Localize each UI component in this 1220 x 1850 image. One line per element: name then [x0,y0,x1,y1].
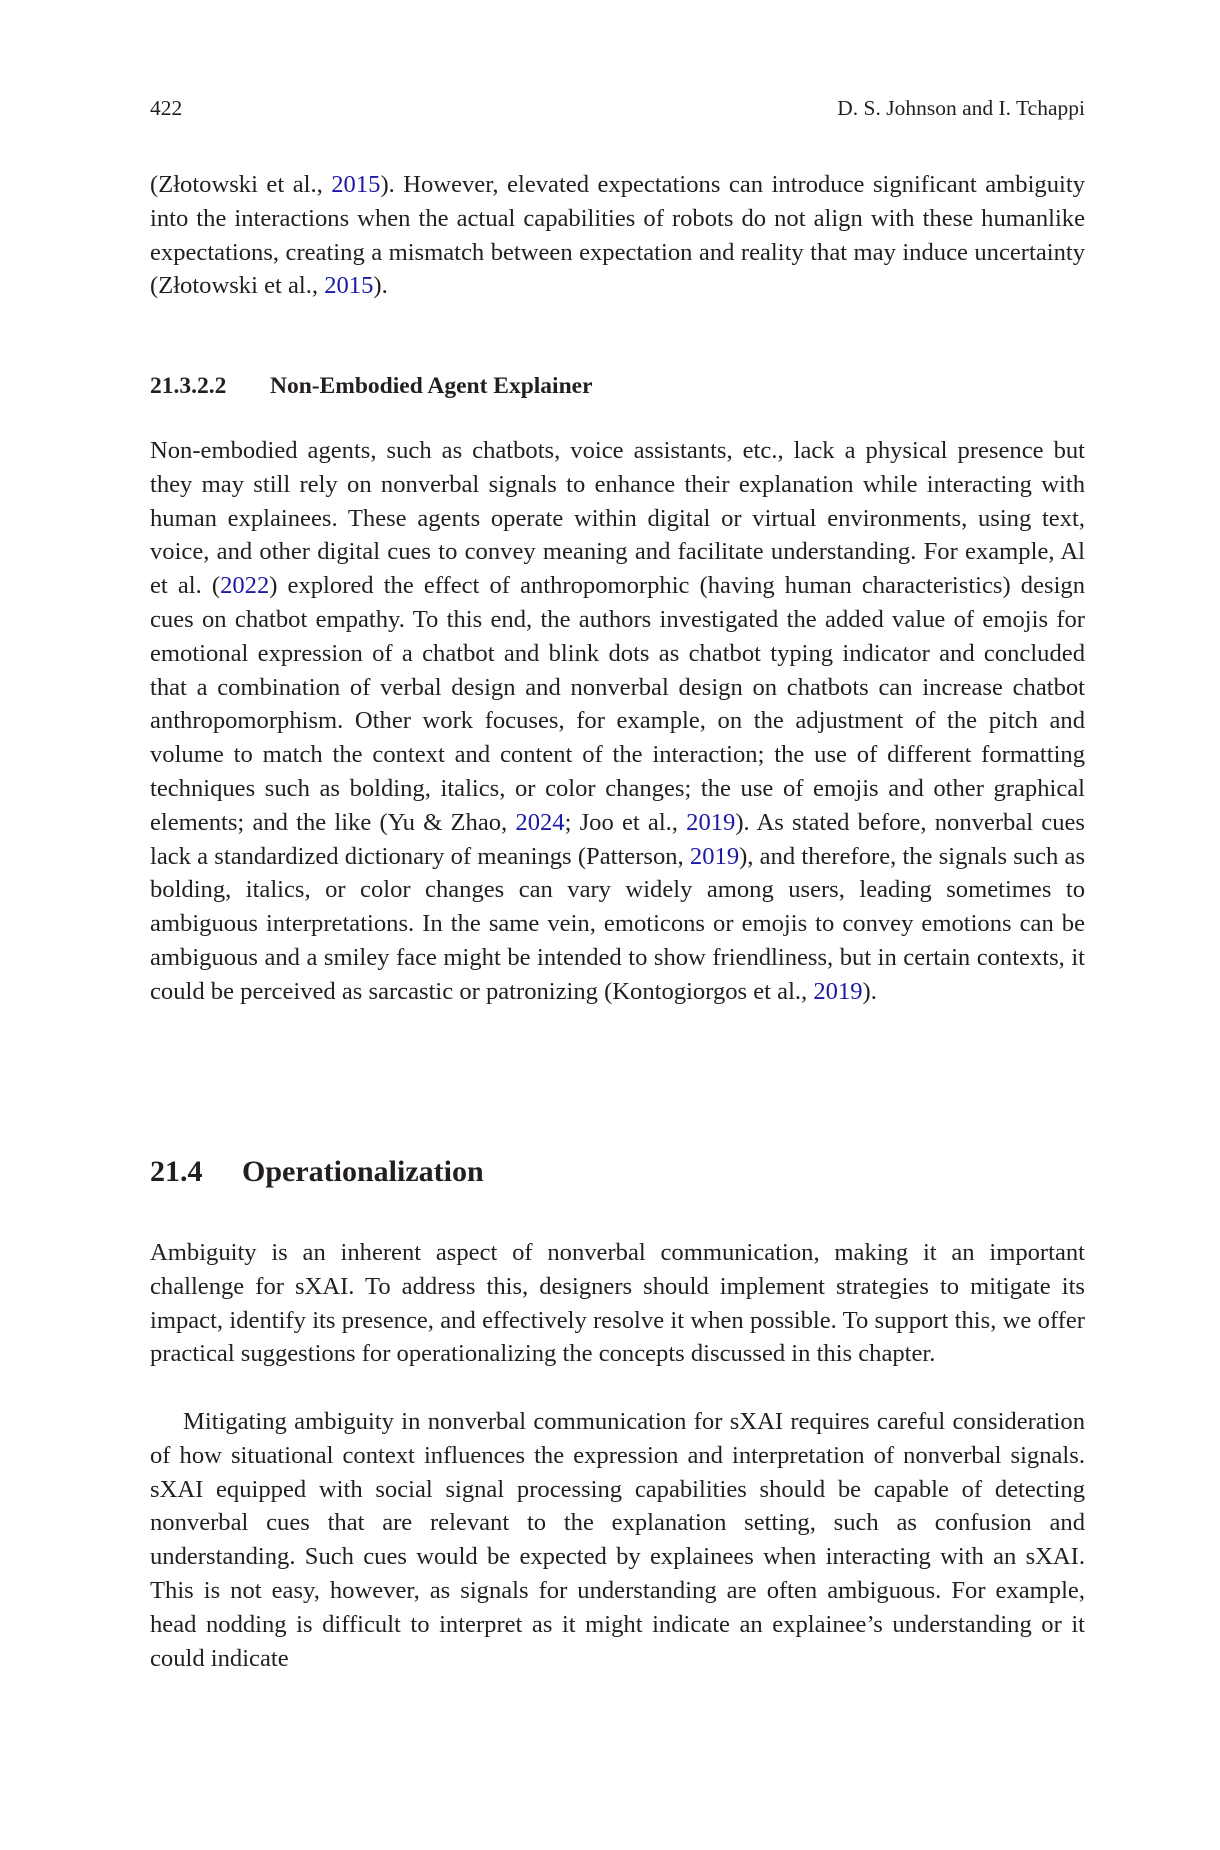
running-head [150,96,1085,121]
citation-year-link[interactable]: 2019 [813,977,863,1005]
section-paragraph-2: Mitigating ambiguity in nonverbal communication for sXAI requires careful consideration of how situational context influences the expression and interpretation of nonverbal signals. sXAI equipped with social signal processing capabilities should be capable of detecting nonverbal cues that are relevant to the explanation setting, such as confusion and understanding. Such cues would be expected by explainees when interacting with an sXAI. This is not easy, however, as signals for understanding are often ambiguous. For example, head nodding is difficult to interpret as it might indicate an explainee’s understanding or it could indicate [150,1408,1085,1672]
citation-year-link[interactable]: 2015 [324,272,374,300]
citation-year-link[interactable]: 2022 [220,572,270,600]
citation-year-link[interactable]: 2024 [515,808,565,836]
page-number: 422 [150,96,183,120]
section-number: 21.4 [150,1155,203,1188]
paragraph-continued: (Złotowski et al., 2015). However, elevated expectations can introduce significant ambiguity into the interactions when the actual capabilities of robots do not align with these humanlike expectations, creating a mismatch between expectation and reality that may induce uncertainty (Złotowski et al., 2015). [150,171,1085,300]
section-paragraph-1: Ambiguity is an inherent aspect of nonverbal communication, making it an important challenge for sXAI. To address this, designers should implement strategies to mitigate its impact, identify its presence, and effectively resolve it when possible. To support this, we offer practical suggestions for operationalizing the concepts discussed in this chapter. [150,1239,1085,1368]
subsection-heading [150,373,593,400]
subsection-title: Non-Embodied Agent Explainer [270,373,593,399]
subsection-number: 21.3.2.2 [150,373,227,399]
running-head-authors: D. S. Johnson and I. Tchappi [837,96,1085,120]
citation-year-link[interactable]: 2019 [686,808,736,836]
section-heading [150,1155,484,1189]
citation-year-link[interactable]: 2015 [331,171,381,198]
section-title: Operationalization [242,1155,484,1188]
citation-year-link[interactable]: 2019 [689,842,740,870]
subsection-paragraph: Non-embodied agents, such as chatbots, voice assistants, etc., lack a physical presence but they may still rely on nonverbal signals to enhance their explanation while interacting with human explainees. These agents operate within digital or virtual environments, using text, voice, and other digital cues to convey meaning and facilitate understanding. For example, Al et al. (2022) explored the effect of anthropomorphic (having human characteristics) design cues on chatbot empathy. To this end, the authors investigated the added value of emojis for emotional expression of a chatbot and blink dots as chatbot typing indicator and concluded that a combination of verbal design and nonverbal design on chatbots can increase chatbot anthropomorphism. Other work focuses, for example, on the adjustment of the pitch and volume to match the context and content of the interaction; the use of different formatting techniques such as bolding, italics, or color changes; the use of emojis and other graphical elements; and the like (Yu & Zhao, 2024; Joo et al., 2019). As stated before, nonverbal cues lack a standardized dictionary of meanings (Patterson, 2019), and therefore, the signals such as bolding, italics, or color changes can vary widely among users, leading sometimes to ambiguous interpretations. In the same vein, emoticons or emojis to convey emotions can be ambiguous and a smiley face might be intended to show friendliness, but in certain contexts, it could be perceived as sarcastic or patronizing (Kontogiorgos et al., 2019). [150,437,1086,1005]
